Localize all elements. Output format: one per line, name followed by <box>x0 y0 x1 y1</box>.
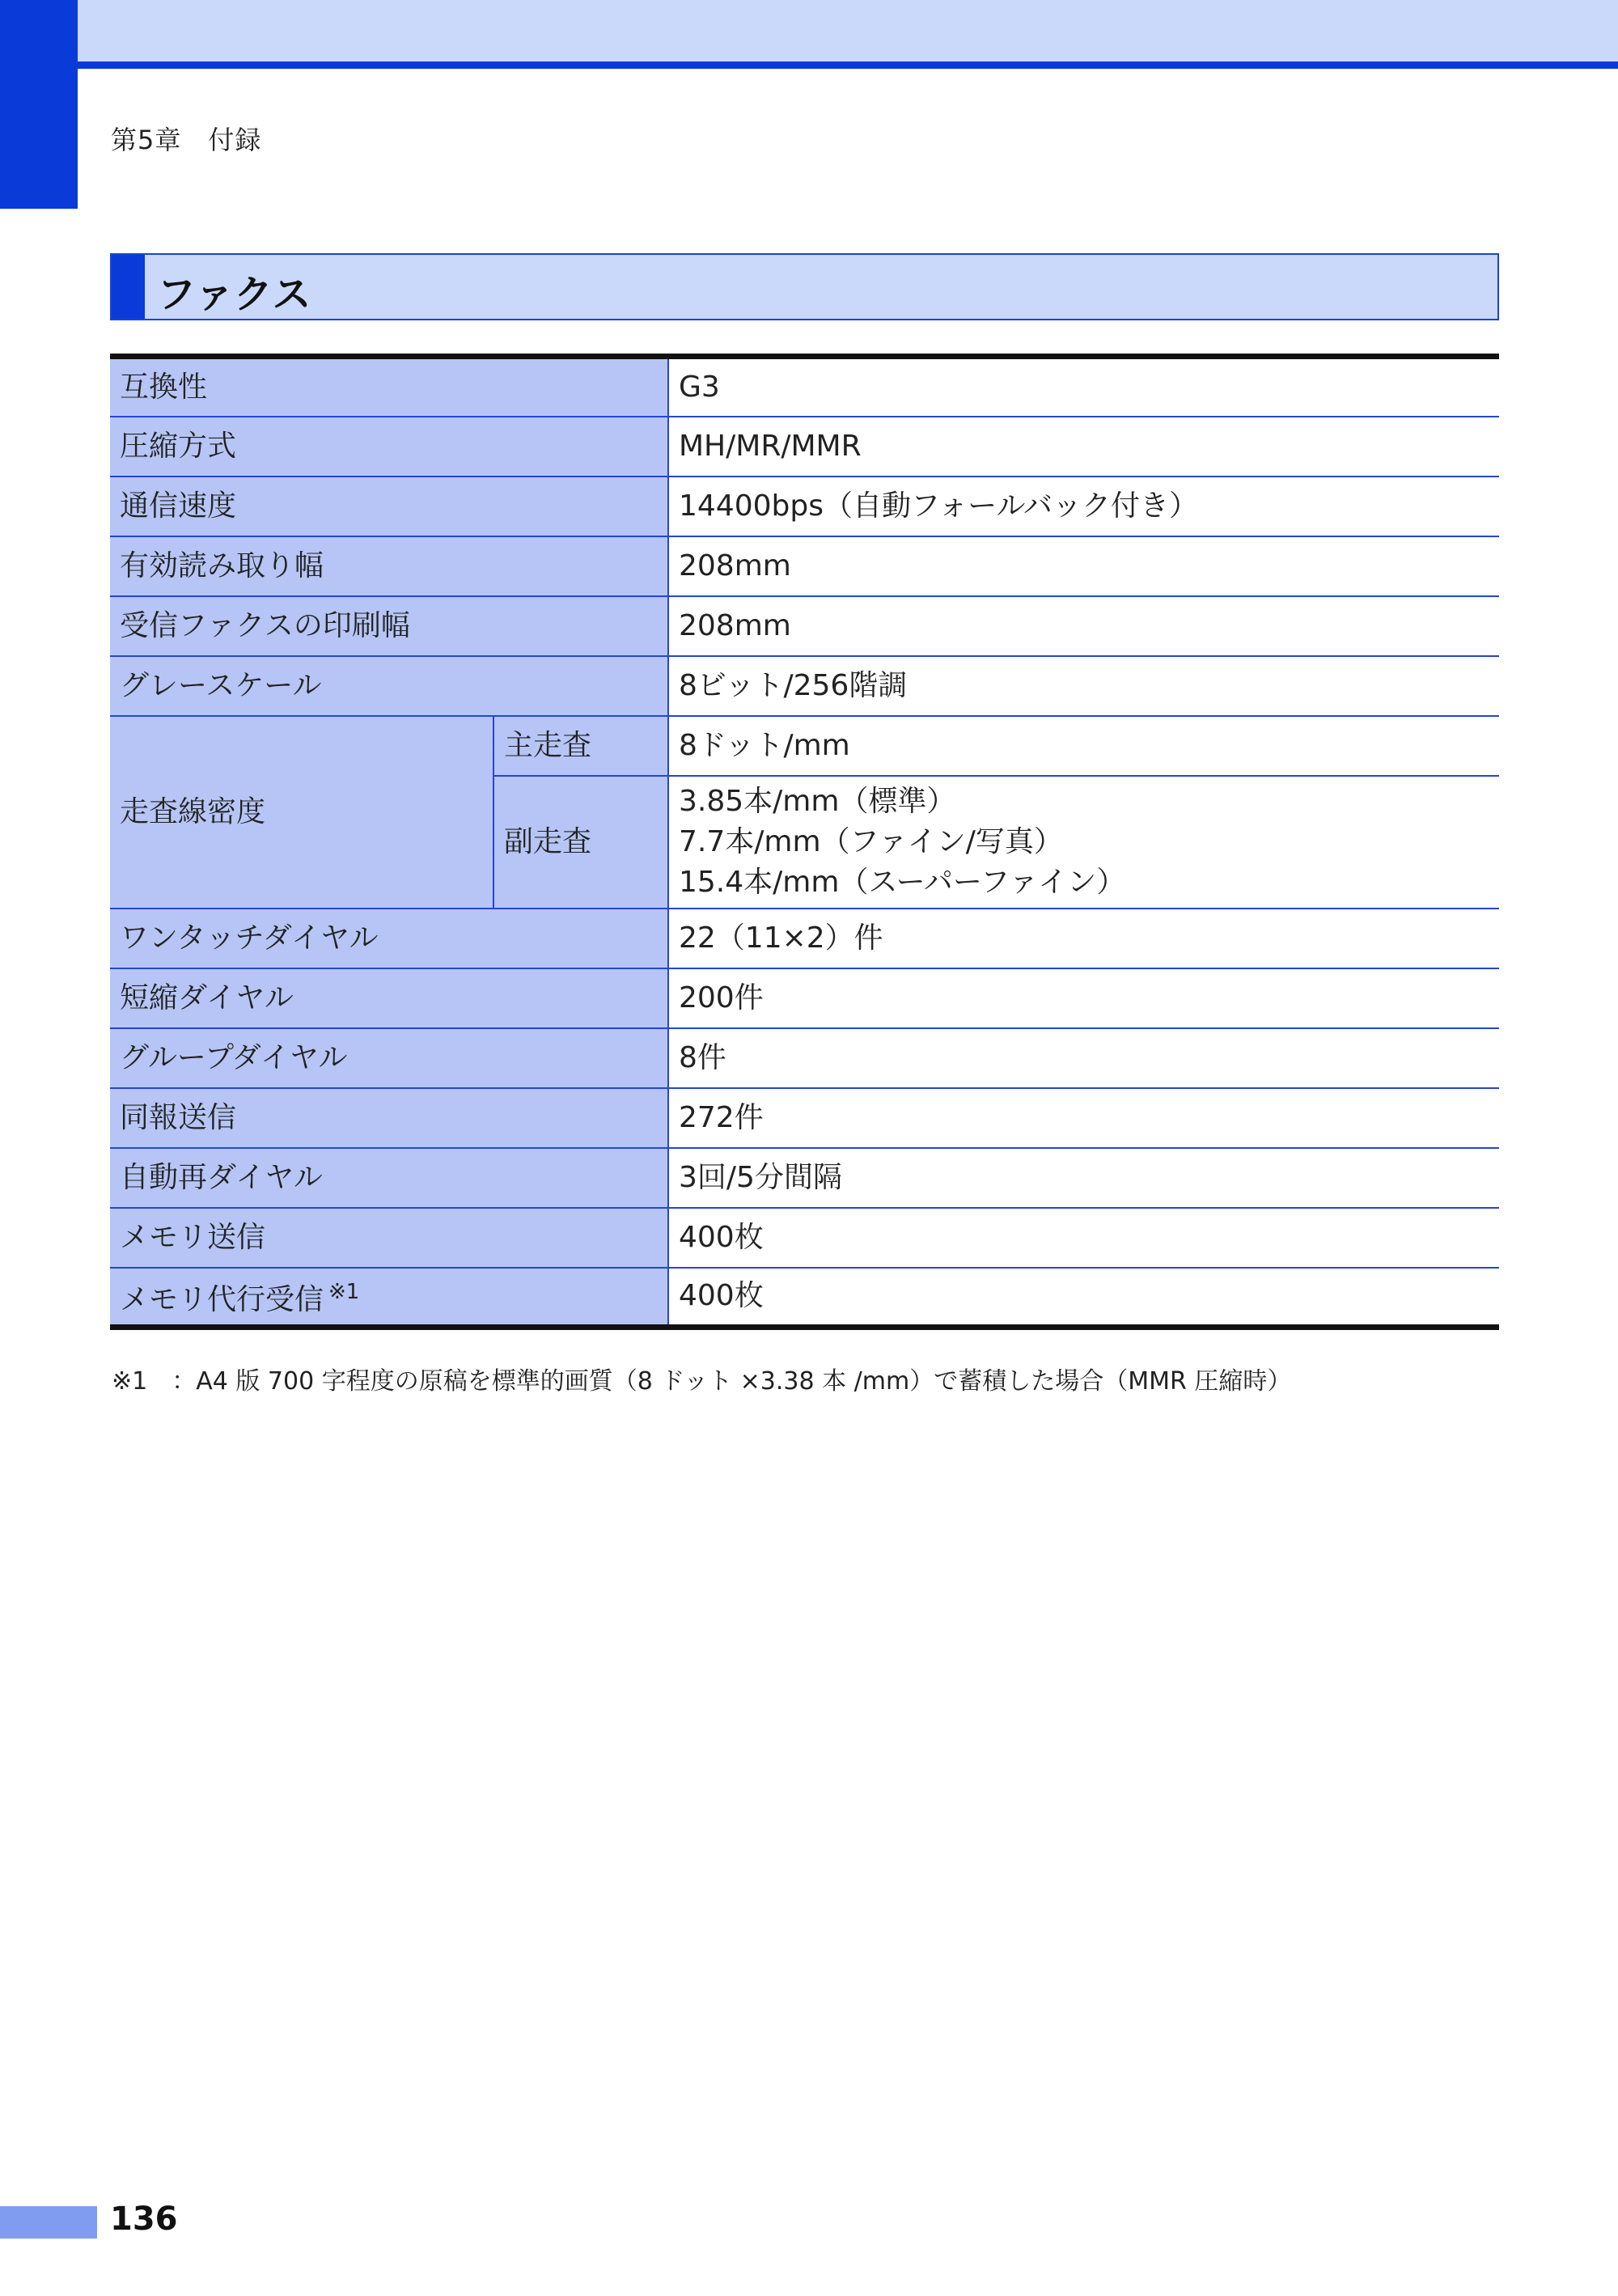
fax-spec-table <box>110 354 1499 1330</box>
spec-value: 14400bps（自動フォールバック付き） <box>668 477 1499 536</box>
spec-label: 通信速度 <box>110 477 668 536</box>
spec-label: メモリ代行受信 <box>120 1283 324 1317</box>
table-row <box>110 968 1499 1028</box>
table-row <box>110 1268 1499 1328</box>
spec-value: MH/MR/MMR <box>668 417 1499 477</box>
table-footnote: ※1 ：A4 版 700 字程度の原稿を標準的画質（8 ドット ×3.38 本 /mm）で蓄積した場合（MMR 圧縮時） <box>112 1367 1292 1396</box>
spec-value: 208mm <box>668 596 1499 656</box>
spec-value: 200件 <box>668 968 1499 1028</box>
spec-value: G3 <box>668 357 1499 417</box>
spec-label: グレースケール <box>110 656 668 716</box>
table-row <box>110 477 1499 536</box>
spec-label: 互換性 <box>110 357 668 417</box>
spec-value: 3回/5分間隔 <box>668 1148 1499 1208</box>
spec-value: 8ドット/mm <box>668 716 1499 776</box>
spec-sublabel: 副走査 <box>493 776 668 909</box>
table-row <box>110 1208 1499 1268</box>
spec-value-line: 7.7本/mm（ファイン/写真） <box>679 824 1063 858</box>
spec-value: 8件 <box>668 1028 1499 1088</box>
table-row <box>110 1088 1499 1148</box>
section-title: ファクス <box>157 272 311 317</box>
spec-label: 有効読み取り幅 <box>110 536 668 596</box>
spec-label: 圧縮方式 <box>110 417 668 477</box>
chapter-corner-tab <box>0 0 78 209</box>
spec-value: 22（11×2）件 <box>668 909 1499 968</box>
spec-sublabel: 主走査 <box>493 716 668 776</box>
spec-label: 自動再ダイヤル <box>110 1148 668 1208</box>
spec-value-line: 3.85本/mm（標準） <box>679 784 956 818</box>
top-header-rule <box>0 61 1618 69</box>
spec-value: 400枚 <box>668 1208 1499 1268</box>
spec-value-line: 15.4本/mm（スーパーファイン） <box>679 865 1126 899</box>
section-heading <box>110 253 1499 320</box>
table-row <box>110 1148 1499 1208</box>
spec-value: 8ビット/256階調 <box>668 656 1499 716</box>
table-row <box>110 357 1499 417</box>
table-row <box>110 656 1499 716</box>
top-header-band <box>0 0 1618 69</box>
chapter-label: 第5章 付録 <box>111 125 262 155</box>
table-row <box>110 1028 1499 1088</box>
spec-label: 受信ファクスの印刷幅 <box>110 596 668 656</box>
spec-value: 400枚 <box>668 1268 1499 1328</box>
footnote-marker: ※1 <box>328 1280 360 1305</box>
spec-value: 208mm <box>668 536 1499 596</box>
spec-value-multiline <box>668 776 1499 909</box>
spec-label: グループダイヤル <box>110 1028 668 1088</box>
spec-label-with-note <box>110 1268 668 1328</box>
spec-label: ワンタッチダイヤル <box>110 909 668 968</box>
spec-label: 短縮ダイヤル <box>110 968 668 1028</box>
table-row <box>110 417 1499 477</box>
spec-label: 同報送信 <box>110 1088 668 1148</box>
page-number: 136 <box>110 2201 178 2238</box>
spec-label: メモリ送信 <box>110 1208 668 1268</box>
table-row <box>110 909 1499 968</box>
spec-value: 272件 <box>668 1088 1499 1148</box>
section-heading-accent <box>112 255 145 319</box>
table-row <box>110 596 1499 656</box>
table-row <box>110 716 1499 776</box>
spec-label: 走査線密度 <box>110 716 493 909</box>
footer-accent-bar <box>0 2206 97 2239</box>
table-row <box>110 536 1499 596</box>
